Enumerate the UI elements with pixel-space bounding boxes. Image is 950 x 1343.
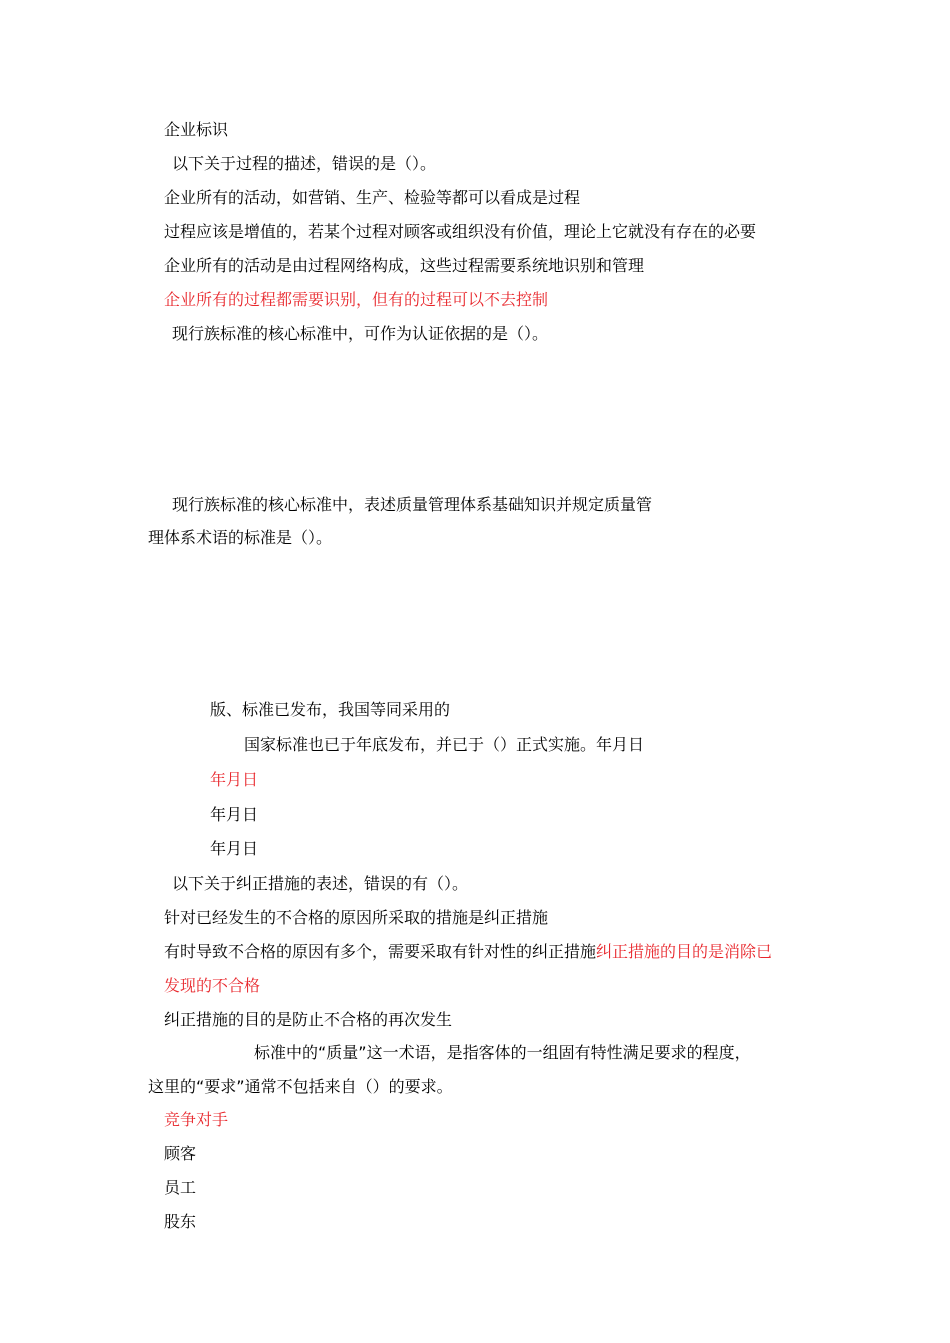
option-1a: 企业所有的活动，如营销、生产、检验等都可以看成是过程 xyxy=(164,188,581,207)
answer-5-part-1: 纠正措施的目的是消除已 xyxy=(596,942,773,961)
option-5a: 针对已经发生的不合格的原因所采取的措施是纠正措施 xyxy=(164,908,549,927)
option-5b: 有时导致不合格的原因有多个，需要采取有针对性的纠正措施 xyxy=(164,942,597,961)
option-6d: 股东 xyxy=(164,1212,197,1231)
option-5b-line xyxy=(164,941,772,963)
question-6-line-2: 这里的“要求”通常不包括来自（）的要求。 xyxy=(148,1077,453,1096)
answer-5-part-2: 发现的不合格 xyxy=(164,976,261,995)
question-3-line-2: 理体系术语的标准是（）。 xyxy=(148,528,333,547)
option-4c: 年月日 xyxy=(210,839,259,858)
answer-4: 年月日 xyxy=(210,770,259,789)
option-1c: 企业所有的活动是由过程网络构成，这些过程需要系统地识别和管理 xyxy=(164,256,645,275)
section-title: 企业标识 xyxy=(164,120,229,139)
answer-1: 企业所有的过程都需要识别，但有的过程可以不去控制 xyxy=(164,290,549,309)
question-5: 以下关于纠正措施的表述，错误的有（）。 xyxy=(172,874,469,893)
question-4-line-1: 版、标准已发布，我国等同采用的 xyxy=(210,700,451,719)
question-3-line-1: 现行族标准的核心标准中，表述质量管理体系基础知识并规定质量管 xyxy=(172,495,653,514)
answer-6: 竞争对手 xyxy=(164,1110,229,1129)
question-2: 现行族标准的核心标准中，可作为认证依据的是（）。 xyxy=(172,324,549,343)
option-5d: 纠正措施的目的是防止不合格的再次发生 xyxy=(164,1010,453,1029)
question-6-line-1: 标准中的“质量”这一术语，是指客体的一组固有特性满足要求的程度， xyxy=(254,1043,751,1062)
question-1: 以下关于过程的描述，错误的是（）。 xyxy=(172,154,437,173)
option-1b: 过程应该是增值的，若某个过程对顾客或组织没有价值，理论上它就没有存在的必要 xyxy=(164,222,757,241)
option-6c: 员工 xyxy=(164,1178,197,1197)
option-4b: 年月日 xyxy=(210,805,259,824)
option-6b: 顾客 xyxy=(164,1144,197,1163)
question-4-line-2: 国家标准也已于年底发布，并已于（）正式实施。年月日 xyxy=(244,735,645,754)
